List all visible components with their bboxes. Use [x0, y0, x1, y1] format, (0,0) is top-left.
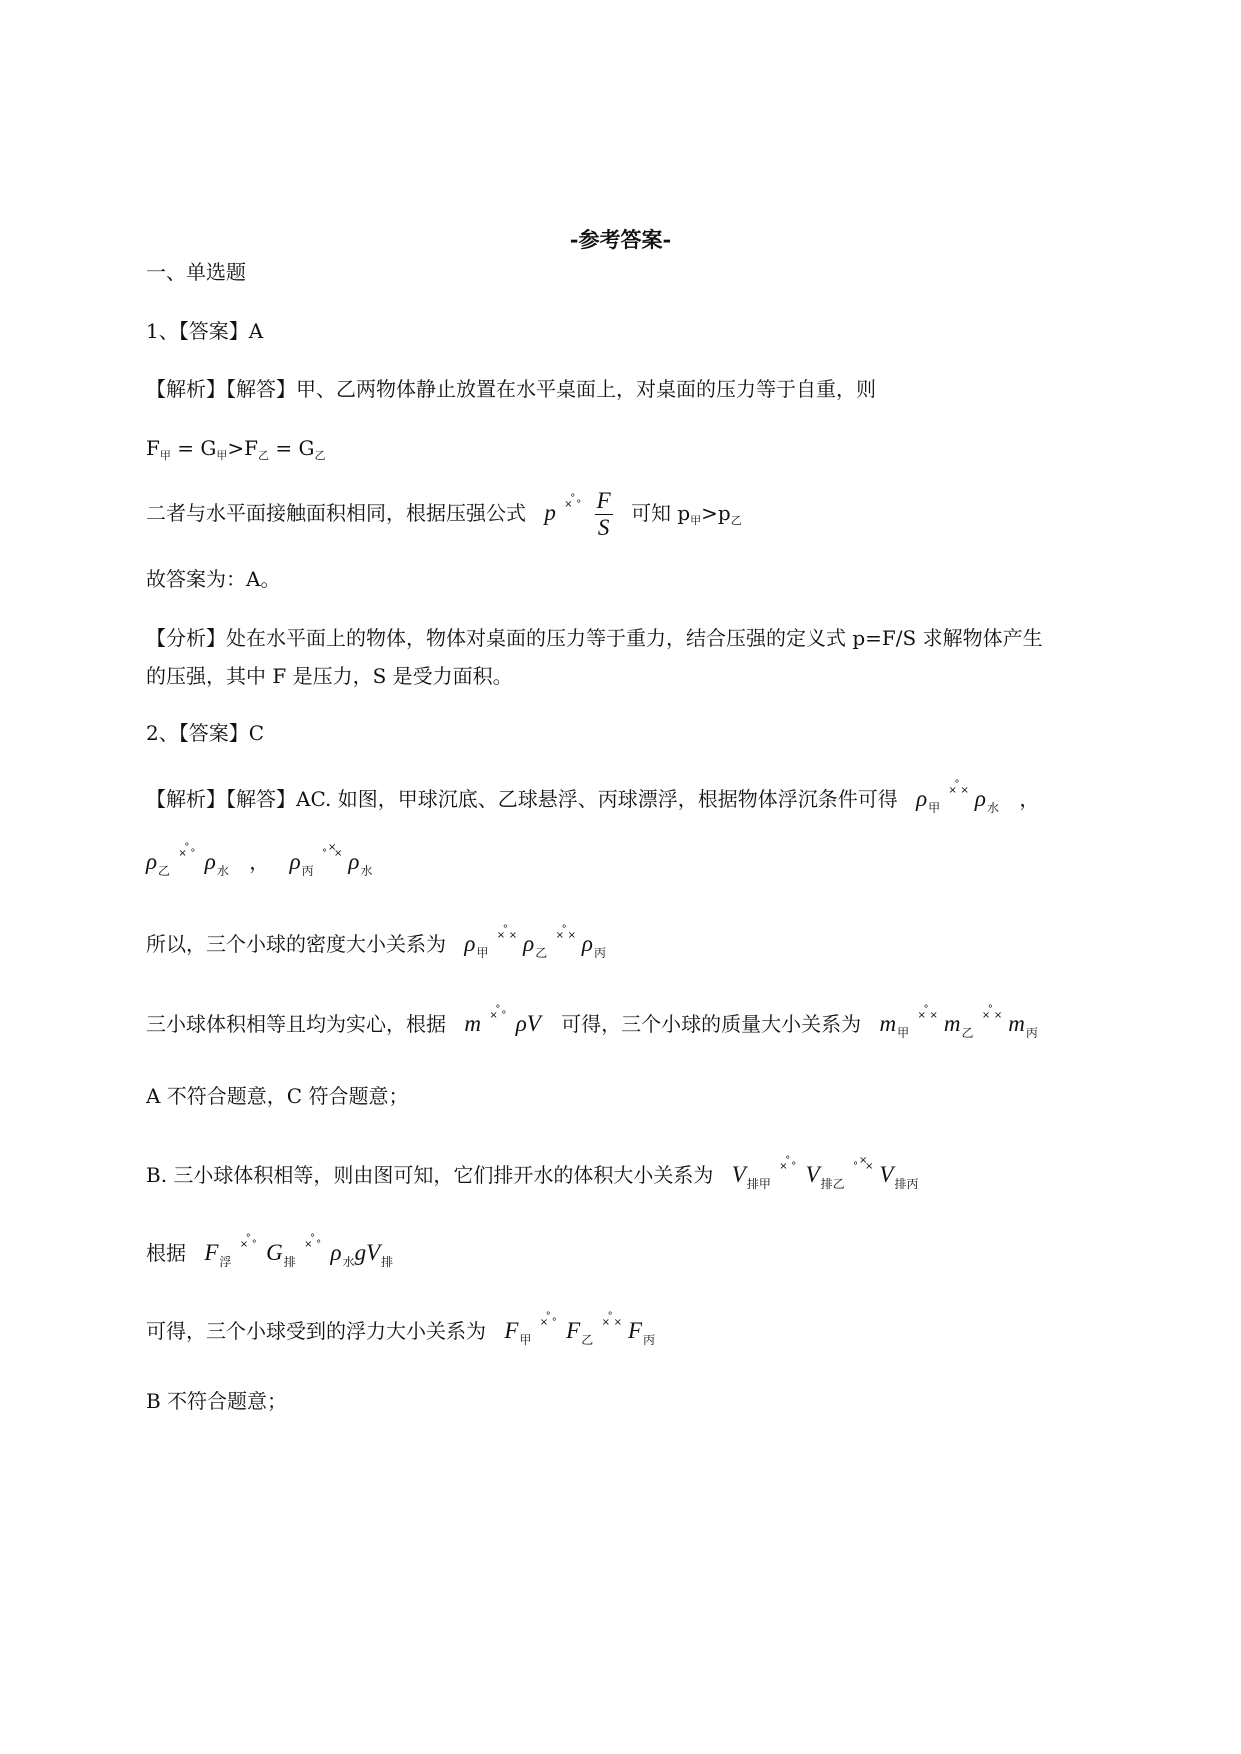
rho-bing: ρ: [581, 931, 593, 956]
sub-pai-bing: 排丙: [894, 1177, 919, 1191]
f-jia: F: [504, 1318, 519, 1343]
greater-glyph-icon: × ° ×: [917, 1004, 938, 1021]
gravity-g: g: [354, 1240, 367, 1265]
q2-line-b: B 不符合题意；: [146, 1389, 288, 1413]
equals-glyph-icon: × ° °: [239, 1233, 257, 1250]
sub-bing: 丙: [593, 946, 606, 960]
sub-water: 水: [986, 801, 999, 815]
sub-jia: 甲: [897, 1026, 910, 1040]
q1-analysis-intro: 【解析】【解答】甲、乙两物体静止放置在水平桌面上，对桌面的压力等于自重，则: [146, 377, 876, 401]
sub-jia: 甲: [519, 1333, 532, 1347]
sub-jia: 甲: [216, 449, 228, 462]
sub-pai-jia: 排甲: [746, 1177, 771, 1191]
equals-glyph-icon: × ° °: [779, 1155, 797, 1172]
m-bing: m: [1008, 1011, 1025, 1036]
mass-m: m: [464, 1011, 481, 1036]
v-pai-yi: V: [805, 1162, 820, 1187]
q1-conclusion: 故答案为：A。: [146, 567, 281, 591]
sub-yi: 乙: [581, 1333, 594, 1347]
rho-bing: ρ: [289, 849, 301, 874]
mass-text-a: 三小球体积相等且均为实心，根据: [146, 1012, 446, 1036]
v-pai: V: [366, 1240, 381, 1265]
eq-g-jia: = G: [177, 436, 217, 460]
sub-bing: 丙: [1025, 1026, 1038, 1040]
sub-bing: 丙: [643, 1333, 656, 1347]
m-jia: m: [879, 1011, 897, 1036]
sub-pai-yi: 排乙: [820, 1177, 845, 1191]
v-pai-bing: V: [879, 1162, 894, 1187]
volume-text: B. 三小球体积相等，则由图可知，它们排开水的体积大小关系为: [146, 1163, 714, 1187]
sub-jia: 甲: [476, 946, 489, 960]
rho-jia: ρ: [916, 786, 928, 811]
less-glyph-icon: ° × ×: [853, 1155, 874, 1172]
q2-buoyancy-line: [146, 1234, 393, 1276]
equals-glyph-icon: × ° °: [304, 1233, 322, 1250]
rho-water: ρ: [330, 1240, 342, 1265]
sub-yi: 乙: [314, 449, 326, 462]
q2-buoy-result-line: [146, 1312, 655, 1354]
greater-glyph-icon: × ° ×: [496, 924, 518, 941]
equals-glyph-icon: × ° °: [564, 493, 582, 510]
formula-fraction: [595, 488, 613, 541]
q1-pressure-line: [146, 488, 742, 541]
q2-volume-line: [146, 1156, 918, 1198]
sub-water: 水: [360, 864, 373, 878]
greater-glyph-icon: × ° ×: [948, 779, 969, 796]
q2-mass-line: [146, 1005, 1038, 1047]
rho-water: ρ: [204, 849, 216, 874]
pressure-text: 二者与水平面接触面积相同，根据压强公式: [146, 501, 526, 525]
greater-glyph-icon: × ° ×: [555, 924, 576, 941]
rho-water: ρ: [974, 786, 986, 811]
sub-jia: 甲: [159, 449, 171, 462]
rho-yi: ρ: [523, 931, 535, 956]
q2-analysis-intro: 【解析】【解答】AC. 如图，甲球沉底、乙球悬浮、丙球漂浮，根据物体浮沉条件可得: [146, 787, 898, 811]
q2-answer: 2、【答案】C: [146, 721, 265, 745]
sub-jia: 甲: [690, 514, 702, 527]
rho-yi: ρ: [146, 849, 158, 874]
comma: ，: [1019, 787, 1040, 811]
greater-than: >: [227, 436, 245, 460]
greater-glyph-icon: × ° ×: [601, 1311, 622, 1328]
equals-glyph-icon: × ° °: [178, 842, 196, 859]
f-yi: F: [566, 1318, 581, 1343]
f-fu: F: [204, 1240, 219, 1265]
pressure-gt: >p: [701, 501, 731, 525]
equals-glyph-icon: × ° °: [489, 1004, 507, 1021]
section-heading: 一、单选题: [146, 260, 246, 284]
mass-text-b: 可得，三个小球的质量大小关系为: [561, 1012, 862, 1036]
force-f-jia: F: [146, 436, 160, 460]
g-pai: G: [266, 1240, 283, 1265]
fraction-numerator: F: [596, 488, 611, 513]
f-bing: F: [627, 1318, 643, 1343]
q2-analysis-line: [146, 780, 1039, 822]
page-title: -参考答案-: [569, 227, 672, 252]
sub-yi: 乙: [730, 514, 742, 527]
mass-rhov: ρV: [515, 1011, 541, 1036]
sub-fu: 浮: [219, 1255, 232, 1269]
q2-line-a: A 不符合题意，C 符合题意；: [146, 1084, 409, 1108]
sub-pai: 排: [283, 1255, 296, 1269]
sub-yi: 乙: [535, 946, 548, 960]
q2-density-line: [146, 925, 606, 967]
sub-jia: 甲: [928, 801, 941, 815]
q2-rho-line: [146, 843, 372, 885]
sub-yi: 乙: [258, 449, 269, 462]
sub-water: 水: [216, 864, 229, 878]
sub-bing: 丙: [301, 864, 314, 878]
less-glyph-icon: ° × ×: [321, 842, 343, 859]
q1-answer: 1、【答案】A: [146, 319, 264, 343]
buoy-text: 根据: [146, 1241, 186, 1265]
sub-yi: 乙: [158, 864, 171, 878]
formula-p: p: [544, 500, 556, 525]
buoy-result: 可得，三个小球受到的浮力大小关系为: [146, 1319, 486, 1343]
pressure-know: 可知 p: [631, 501, 691, 525]
fraction-denominator: S: [597, 515, 610, 540]
equals-glyph-icon: × ° °: [539, 1311, 557, 1328]
comma: ，: [249, 850, 270, 874]
eq-g-yi: = G: [275, 436, 315, 460]
greater-glyph-icon: × ° ×: [981, 1004, 1003, 1021]
force-f-yi: F: [244, 436, 258, 460]
q1-force-equation: [146, 434, 325, 470]
sub-pai: 排: [381, 1255, 394, 1269]
density-text: 所以，三个小球的密度大小关系为: [146, 932, 446, 956]
sub-yi: 乙: [961, 1026, 974, 1040]
rho-water: ρ: [348, 849, 360, 874]
rho-jia: ρ: [464, 931, 476, 956]
q1-comment-1: 【分析】处在水平面上的物体，物体对桌面的压力等于重力，结合压强的定义式 p=F/S 求解物体产生: [146, 626, 1043, 650]
q1-comment-2: 的压强，其中 F 是压力，S 是受力面积。: [146, 664, 513, 688]
v-pai-jia: V: [731, 1162, 746, 1187]
m-yi: m: [943, 1011, 961, 1036]
sub-water: 水: [342, 1255, 355, 1269]
